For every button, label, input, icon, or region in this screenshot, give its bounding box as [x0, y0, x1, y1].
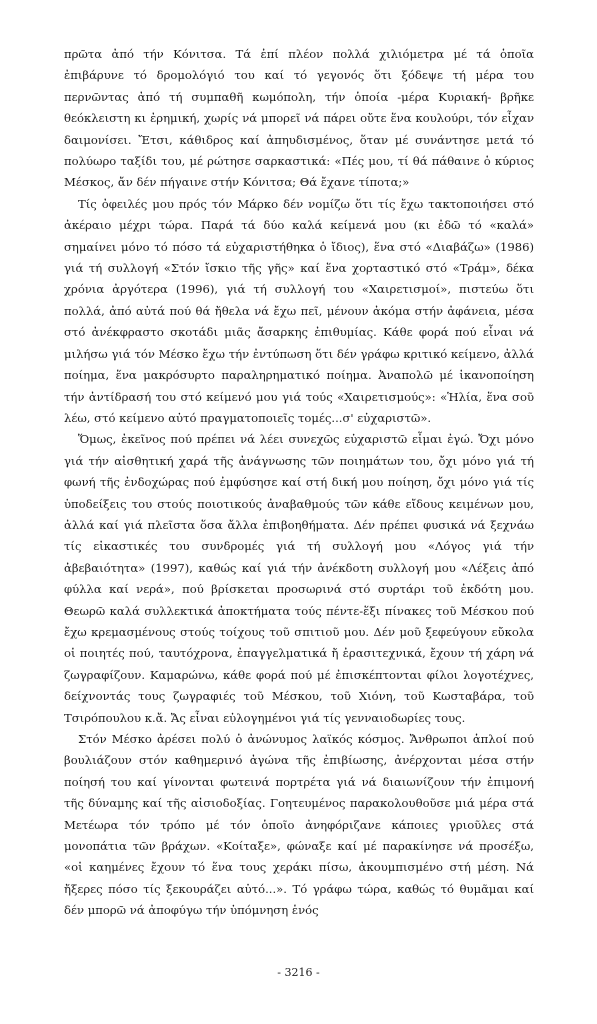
paragraph-1: πρῶτα ἀπό τήν Κόνιτσα. Τά ἐπί πλέον πολλά χιλιόμετρα μέ τά ὁποῖα ἐπιβάρυνε τό δρομολόγιό του καί τό γεγονός ὅτι ξόδεψε τή μέρα του περνῶντας ἀπό τή συμπαθῆ κωμόπολη, τήν ὁποία -μέρα Κυριακή- βρῆκε θεόκλειστη κι ἐρημική, χωρίς νά μπορεῖ νά πάρει οὔτε ἕνα κουλούρι, τόν εἶχαν δαιμονίσει. Ἔτσι, κάθιδρος καί ἀπηυδισμένος, ὅταν μέ συνάντησε μετά τό πολύωρο ταξίδι του, μέ ρώτησε σαρκαστικά: «Πές μου, τί θά πάθαινε ὁ κύριος Μέσκος, ἄν δέν πήγαινε στήν Κόνιτσα; Θά ἔχανε τίποτα;» — [64, 47, 534, 190]
paragraph-4: Στόν Μέσκο ἀρέσει πολύ ὁ ἀνώνυμος λαϊκός κόσμος. Ἄνθρωποι ἁπλοί πού βουλιάζουν στόν καθημερινό ἀγώνα τῆς ἐπιβίωσης, ἀνέρχονται μέσα στήν ποίησή του καί γίνονται φωτεινά πορτρέτα γιά νά διαιωνίζουν τήν ἐπιμονή τῆς δύναμης καί τῆς αἰσιοδοξίας. Γοητευμένος παρακολουθοῦσε μιά μέρα στά Μετέωρα τόν τρόπο μέ τόν ὁποῖο ἀνηφόριζανε κάποιες γριοῦλες στά μονοπάτια τῶν βράχων. «Κοίταξε», φώναξε καί μέ παρακίνησε νά προσέξω, «οἱ καημένες ἔχουν τό ἕνα τους χεράκι πίσω, ἀκουμπισμένο στή μέση. Νά ἤξερες πόσο τίς ξεκουράζει αὐτό...». Τό γράφω τώρα, καθώς τό θυμᾶμαι καί δέν μπορῶ νά ἀποφύγω τήν ὑπόμνηση ἑνός — [64, 732, 534, 918]
paragraph-3: Ὅμως, ἐκεῖνος πού πρέπει νά λέει συνεχῶς εὐχαριστῶ εἶμαι ἐγώ. Ὄχι μόνο γιά τήν αἰσθητική χαρά τῆς ἀνάγνωσης τῶν ποιημάτων του, ὄχι μόνο γιά τή φωνή τῆς ἐνδοχώρας πού ἐμφύσησε καί στή δική μου ποίηση, ὄχι μόνο γιά τίς ὑποδείξεις του στούς ποιοτικούς ἀναβαθμούς τῶν κάθε εἴδους κειμένων μου, ἀλλά καί γιά πλεῖστα ὅσα ἄλλα ἐπιβοηθήματα. Δέν πρέπει φυσικά νά ξεχνάω τίς εἰκαστικές του συνδρομές γιά τή συλλογή μου «Λόγος γιά τήν ἀβεβαιότητα» (1997), καθώς καί γιά τήν ἀνέκδοτη συλλογή μου «Λέξεις ἀπό φύλλα καί νερά», πού βρίσκεται προσωρινά στό συρτάρι τοῦ ἐκδότη μου. Θεωρῶ καλά συλλεκτικά ἀποκτήματα τούς πέντε-ἕξι πίνακες τοῦ Μέσκου πού ἔχω κρεμασμένους στούς τοίχους τοῦ σπιτιοῦ μου. Δέν μοῦ ξεφεύγουν εὔκολα οἱ ποιητές πού, ταυτόχρονα, ἐπαγγελματικά ἤ ἐρασιτεχνικά, ἔχουν τή χάρη νά ζωγραφίζουν. Καμαρώνω, κάθε φορά πού μέ ἐπισκέπτονται φίλοι λογοτέχνες, δείχνοντάς τους ζωγραφιές τοῦ Μέσκου, τοῦ Χιόνη, τοῦ Κωσταβάρα, τοῦ Τσιρόπουλου κ.ἄ. Ἄς εἶναι εὐλογημένοι γιά τίς γενναιοδωρίες τους. — [64, 432, 534, 725]
page-body — [64, 44, 534, 922]
page-number: - 3216 - — [277, 966, 320, 979]
paragraph-2: Τίς ὀφειλές μου πρός τόν Μάρκο δέν νομίζω ὅτι τίς ἔχω τακτοποιήσει στό ἀκέραιο μέχρι τώρα. Παρά τά δύο καλά κείμενά μου (κι ἐδῶ τό «καλά» σημαίνει μόνο τό πόσο τά εὐχαριστήθηκα ὁ ἴδιος), ἕνα στό «Διαβάζω» (1986) γιά τή συλλογή «Στόν ἴσκιο τῆς γῆς» καί ἕνα χορταστικό στό «Τράμ», δέκα χρόνια ἀργότερα (1996), γιά τή συλλογή του «Χαιρετισμοί», πιστεύω ὅτι πολλά, ἀπό αὐτά πού θά ἤθελα νά ἔχω πεῖ, μένουν ἀκόμα στήν ἀφάνεια, μέσα στό ἀνέκφραστο σκοτάδι μιᾶς ἄσαρκης ἐπιθυμίας. Κάθε φορά πού εἶναι νά μιλήσω γιά τόν Μέσκο ἔχω τήν ἐντύπωση ὅτι δέν γράφω κριτικό κείμενο, ἀλλά ποίημα, ἕνα μακρόσυρτο παραληρηματικό ποίημα. Ἀναπολῶ μέ ἱκανοποίηση τήν ἀντίδρασή του στό κείμενό μου γιά τούς «Χαιρετισμούς»: «Ἡλία, ἕνα σοῦ λέω, στό κείμενο αὐτό πραγματοποιεῖς τομές...σ' εὐχαριστῶ». — [64, 196, 534, 425]
